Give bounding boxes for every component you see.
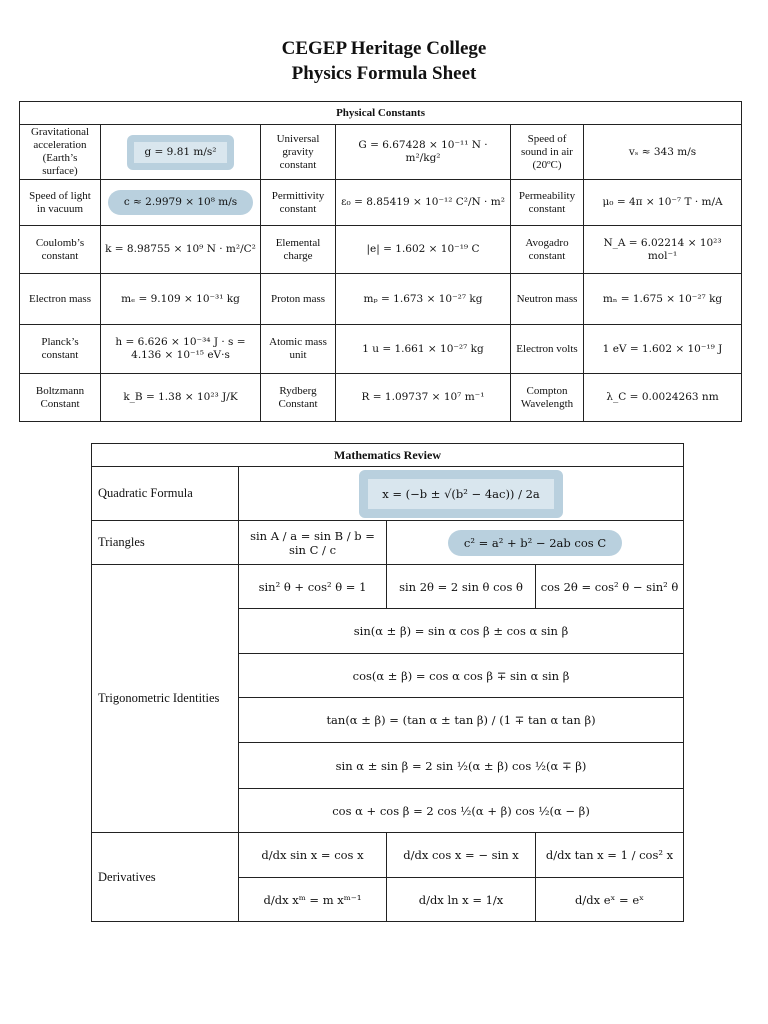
constant-value: |e| = 1.602 × 10⁻¹⁹ C bbox=[336, 226, 511, 274]
constant-name: Planck’s constant bbox=[20, 325, 101, 374]
constant-value: mₑ = 9.109 × 10⁻³¹ kg bbox=[101, 274, 261, 325]
constant-name: Permittivity constant bbox=[261, 180, 336, 226]
math-header: Mathematics Review bbox=[92, 444, 684, 467]
constant-value: ε₀ = 8.85419 × 10⁻¹² C²/N · m² bbox=[336, 180, 511, 226]
constant-name: Electron volts bbox=[511, 325, 584, 374]
constant-name: Boltzmann Constant bbox=[20, 374, 101, 422]
derivative: d/dx xᵐ = m xᵐ⁻¹ bbox=[239, 878, 387, 922]
constant-name: Universal gravity constant bbox=[261, 125, 336, 180]
constant-name: Proton mass bbox=[261, 274, 336, 325]
constant-name: Speed of light in vacuum bbox=[20, 180, 101, 226]
constant-value: vₛ ≈ 343 m/s bbox=[584, 125, 742, 180]
constant-name: Neutron mass bbox=[511, 274, 584, 325]
constant-name: Gravitational acceleration (Earth’s surface) bbox=[20, 125, 101, 180]
constant-name: Speed of sound in air (20ºC) bbox=[511, 125, 584, 180]
derivative: d/dx tan x = 1 / cos² x bbox=[536, 833, 684, 878]
constant-value bbox=[101, 180, 261, 226]
sheet-title: Physics Formula Sheet bbox=[291, 63, 477, 84]
trig-identity: sin² θ + cos² θ = 1 bbox=[239, 565, 387, 609]
constant-value: μ₀ = 4π × 10⁻⁷ T · m/A bbox=[584, 180, 742, 226]
trig-identity: tan(α ± β) = (tan α ± tan β) / (1 ∓ tan α tan β) bbox=[239, 698, 684, 743]
constant-name: Compton Wavelength bbox=[511, 374, 584, 422]
college-title: CEGEP Heritage College bbox=[281, 38, 487, 59]
sine-law: sin A / a = sin B / b = sin C / c bbox=[239, 521, 387, 565]
constant-name: Elemental charge bbox=[261, 226, 336, 274]
constant-name: Avogadro constant bbox=[511, 226, 584, 274]
trig-identity: cos(α ± β) = cos α cos β ∓ sin α sin β bbox=[239, 654, 684, 698]
triangles-label: Triangles bbox=[92, 521, 239, 565]
derivative: d/dx sin x = cos x bbox=[239, 833, 387, 878]
constants-header: Physical Constants bbox=[20, 102, 742, 125]
constant-value: λ_C = 0.0024263 nm bbox=[584, 374, 742, 422]
physical-constants-table bbox=[19, 101, 742, 422]
constant-value: h = 6.626 × 10⁻³⁴ J · s = 4.136 × 10⁻¹⁵ eV·s bbox=[101, 325, 261, 374]
constant-value: N_A = 6.02214 × 10²³ mol⁻¹ bbox=[584, 226, 742, 274]
mathematics-review-table bbox=[91, 443, 684, 922]
constant-value: k_B = 1.38 × 10²³ J/K bbox=[101, 374, 261, 422]
derivative: d/dx cos x = − sin x bbox=[387, 833, 536, 878]
constant-name: Rydberg Constant bbox=[261, 374, 336, 422]
constant-name: Permeability constant bbox=[511, 180, 584, 226]
constant-value: k = 8.98755 × 10⁹ N · m²/C² bbox=[101, 226, 261, 274]
trig-identity: cos α + cos β = 2 cos ½(α + β) cos ½(α − β) bbox=[239, 789, 684, 833]
cosine-law bbox=[387, 521, 684, 565]
highlighted-formula: x = (−b ± √(b² − 4ac)) / 2a bbox=[359, 470, 563, 518]
trig-identity: sin(α ± β) = sin α cos β ± cos α sin β bbox=[239, 609, 684, 654]
trig-identity: sin α ± sin β = 2 sin ½(α ± β) cos ½(α ∓ β) bbox=[239, 743, 684, 789]
constant-value bbox=[101, 125, 261, 180]
constant-name: Electron mass bbox=[20, 274, 101, 325]
derivative: d/dx eˣ = eˣ bbox=[536, 878, 684, 922]
quadratic-formula bbox=[239, 467, 684, 521]
derivatives-label: Derivatives bbox=[92, 833, 239, 922]
constant-value: 1 u = 1.661 × 10⁻²⁷ kg bbox=[336, 325, 511, 374]
highlighted-value: c ≈ 2.9979 × 10⁸ m/s bbox=[108, 190, 253, 215]
quadratic-label: Quadratic Formula bbox=[92, 467, 239, 521]
highlighted-formula: c² = a² + b² − 2ab cos C bbox=[448, 530, 622, 556]
constant-value: mₙ = 1.675 × 10⁻²⁷ kg bbox=[584, 274, 742, 325]
trig-identity: sin 2θ = 2 sin θ cos θ bbox=[387, 565, 536, 609]
constant-name: Coulomb’s constant bbox=[20, 226, 101, 274]
constant-value: R = 1.09737 × 10⁷ m⁻¹ bbox=[336, 374, 511, 422]
constant-value: G = 6.67428 × 10⁻¹¹ N · m²/kg² bbox=[336, 125, 511, 180]
trig-identity: cos 2θ = cos² θ − sin² θ bbox=[536, 565, 684, 609]
highlighted-value: g = 9.81 m/s² bbox=[127, 135, 233, 170]
constant-value: mₚ = 1.673 × 10⁻²⁷ kg bbox=[336, 274, 511, 325]
constant-value: 1 eV = 1.602 × 10⁻¹⁹ J bbox=[584, 325, 742, 374]
constant-name: Atomic mass unit bbox=[261, 325, 336, 374]
derivative: d/dx ln x = 1/x bbox=[387, 878, 536, 922]
trig-label: Trigonometric Identities bbox=[92, 565, 239, 833]
